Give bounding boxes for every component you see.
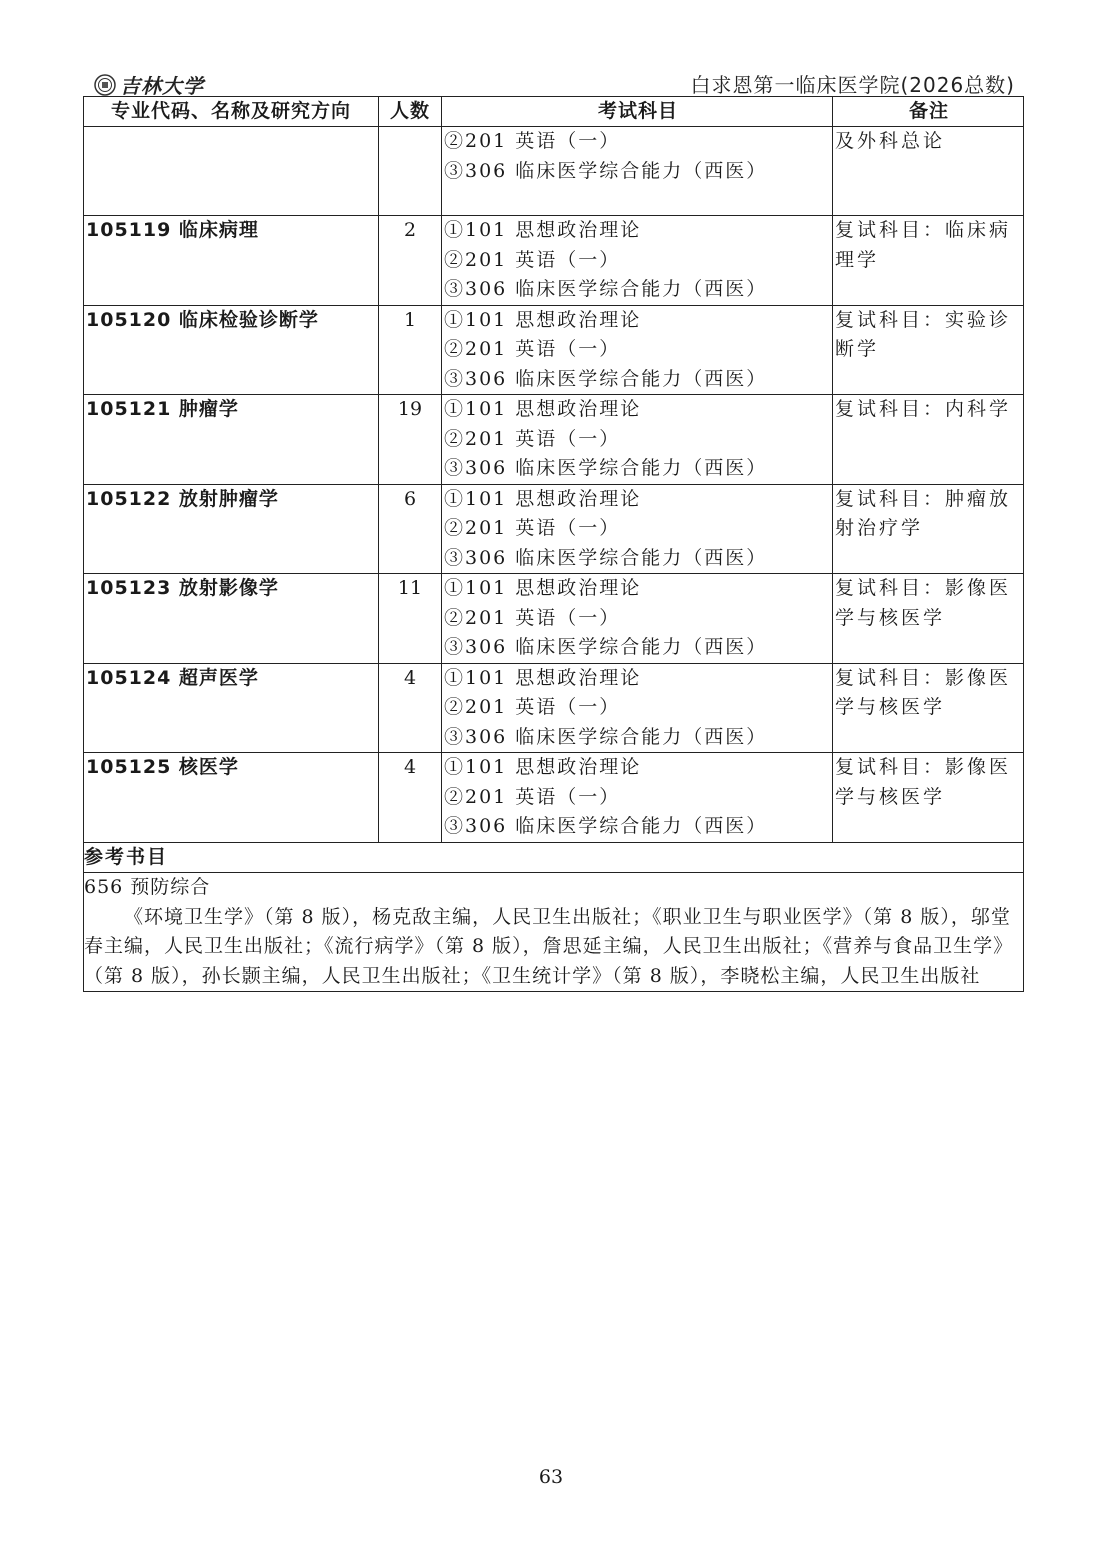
exam-line: ①101 思想政治理论: [444, 756, 642, 778]
exam-line: ②201 英语（一）: [444, 338, 621, 360]
table-row: [84, 574, 1024, 664]
exam-line: ②201 英语（一）: [444, 517, 621, 539]
major-cell: [84, 127, 379, 216]
table-row: [84, 395, 1024, 485]
references-title: 参考书目: [84, 842, 1024, 873]
count-cell: 4: [379, 753, 442, 843]
major-cell: 105121 肿瘤学: [84, 395, 379, 485]
table-row-continuation: [84, 127, 1024, 216]
table-row: [84, 216, 1024, 306]
count-cell: 2: [379, 216, 442, 306]
exam-line: ①101 思想政治理论: [444, 577, 642, 599]
page-number: 63: [538, 1466, 564, 1488]
note-cell: 复试科目：临床病理学: [833, 216, 1024, 306]
university-seal-icon: [94, 74, 116, 96]
references-code: 656 预防综合: [84, 876, 211, 898]
major-cell: 105123 放射影像学: [84, 574, 379, 664]
exam-line: ③306 临床医学综合能力（西医）: [444, 367, 768, 390]
university-logo: [94, 70, 204, 99]
exam-line: ②201 英语（一）: [444, 785, 621, 808]
exam-line: ②201 英语（一）: [444, 130, 621, 152]
count-cell: 1: [379, 305, 442, 395]
references-text: 《环境卫生学》（第 8 版），杨克敌主编，人民卫生出版社；《职业卫生与职业医学》（第 8 版），邬堂春主编，人民卫生出版社；《流行病学》（第 8 版），詹思延主编，人民卫生出版社；《营养与食品卫生学》（第 8 版），孙长颢主编，人民卫生出版社；《卫生统计学》（第 8 版），李晓松主编，人民卫生出版社: [84, 905, 1014, 987]
logo-text: 吉林大学: [120, 74, 204, 98]
exam-line: ③306 临床医学综合能力（西医）: [444, 278, 768, 300]
note-cell: 复试科目：内科学: [833, 395, 1024, 485]
exam-line: ②201 英语（一）: [444, 696, 621, 718]
exam-line: ①101 思想政治理论: [444, 398, 642, 420]
major-cell: 105124 超声医学: [84, 663, 379, 753]
count-cell: 11: [379, 574, 442, 664]
references-title-row: [84, 842, 1024, 873]
exam-line: ①101 思想政治理论: [444, 666, 642, 689]
note-cell: 及外科总论: [833, 127, 1024, 216]
table-header-row: [84, 97, 1024, 127]
exam-cell: [442, 484, 833, 574]
count-cell: 19: [379, 395, 442, 485]
note-cell: 复试科目：实验诊断学: [833, 305, 1024, 395]
header-count: 人数: [379, 97, 442, 127]
major-cell: 105120 临床检验诊断学: [84, 305, 379, 395]
exam-line: ③306 临床医学综合能力（西医）: [444, 815, 768, 837]
major-cell: 105125 核医学: [84, 753, 379, 843]
table-row: [84, 305, 1024, 395]
header-major: 专业代码、名称及研究方向: [84, 97, 379, 127]
exam-cell: [442, 753, 833, 843]
admissions-table: [83, 96, 1024, 992]
exam-cell: [442, 127, 833, 216]
exam-line: ③306 临床医学综合能力（西医）: [444, 159, 768, 182]
exam-line: ②201 英语（一）: [444, 427, 621, 450]
exam-line: ③306 临床医学综合能力（西医）: [444, 457, 768, 479]
references-body: [84, 873, 1024, 992]
exam-cell: [442, 663, 833, 753]
references-body-row: [84, 873, 1024, 992]
exam-line: ③306 临床医学综合能力（西医）: [444, 636, 768, 658]
exam-cell: [442, 216, 833, 306]
table-row: [84, 663, 1024, 753]
note-cell: 复试科目：影像医学与核医学: [833, 663, 1024, 753]
exam-cell: [442, 305, 833, 395]
header-note: 备注: [833, 97, 1024, 127]
count-cell: 6: [379, 484, 442, 574]
header-title: 白求恩第一临床医学院(2026总数): [690, 73, 1015, 97]
exam-line: ②201 英语（一）: [444, 606, 621, 629]
major-cell: 105119 临床病理: [84, 216, 379, 306]
exam-cell: [442, 574, 833, 664]
note-cell: 复试科目：影像医学与核医学: [833, 574, 1024, 664]
table-row: [84, 484, 1024, 574]
major-cell: 105122 放射肿瘤学: [84, 484, 379, 574]
exam-line: ①101 思想政治理论: [444, 308, 642, 331]
exam-line: ③306 临床医学综合能力（西医）: [444, 546, 768, 569]
exam-line: ③306 临床医学综合能力（西医）: [444, 725, 768, 748]
table-row: [84, 753, 1024, 843]
count-cell: 4: [379, 663, 442, 753]
count-cell: [379, 127, 442, 216]
exam-cell: [442, 395, 833, 485]
note-cell: 复试科目：肿瘤放射治疗学: [833, 484, 1024, 574]
header-exam: 考试科目: [442, 97, 833, 127]
exam-line: ①101 思想政治理论: [444, 487, 642, 510]
exam-line: ②201 英语（一）: [444, 248, 621, 271]
exam-line: ①101 思想政治理论: [444, 219, 642, 241]
page-header: [84, 68, 1019, 96]
note-cell: 复试科目：影像医学与核医学: [833, 753, 1024, 843]
